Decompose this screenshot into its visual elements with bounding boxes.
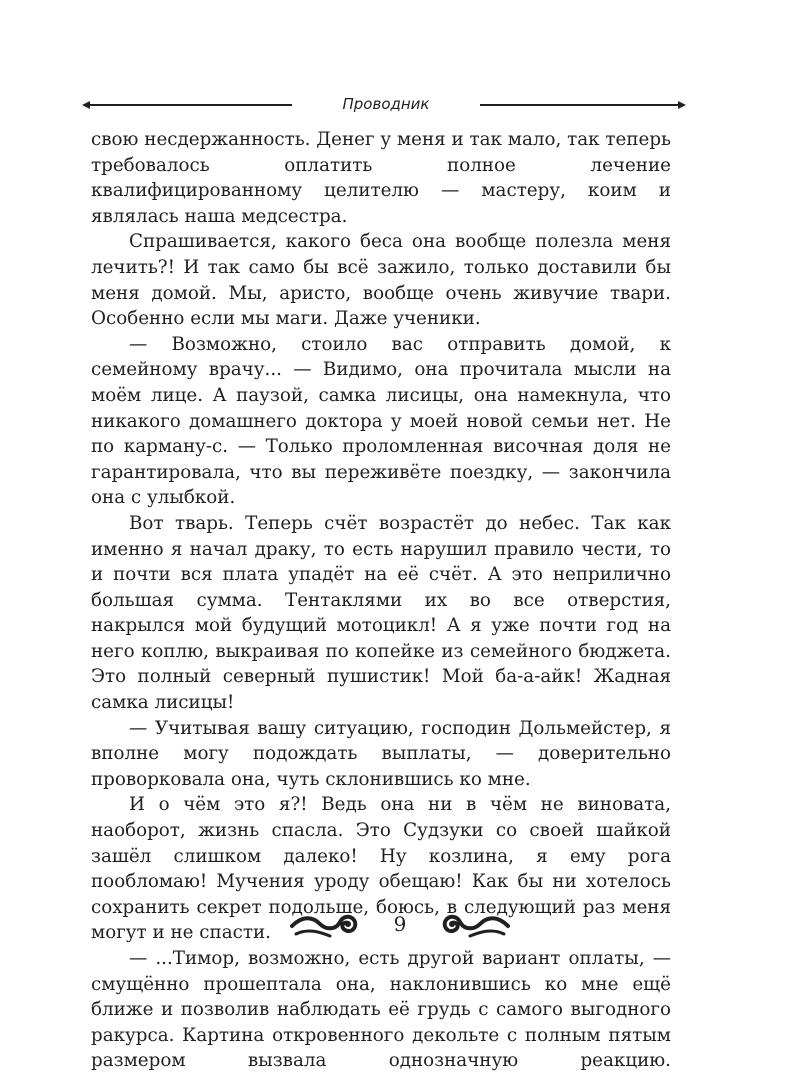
paragraph: — Возможно, стоило вас отправить домой, к семейному врачу... — Видимо, она прочитала мысли на моём лице. А паузой, самка лисицы, она намекнула, что никакого домашнего доктора у моей новой семьи нет. Не по карману-с. — Только проломленная височная доля не гарантировала, что вы переживёте поездку, — закончила она с улыбкой. xyxy=(91,333,671,509)
paragraph: — ...Тимор, возможно, есть другой вариант оплаты, — смущённо прошептала она, наклонившись ко мне ещё ближе и позволив наблюдать её грудь с самого выгодного ракурса. Картина откровенного декольте с полным пятым размером вызвала однозначную реакцию. xyxy=(91,948,671,1072)
header-rule-left xyxy=(88,104,292,106)
page-folio xyxy=(290,908,510,942)
paragraph: Спрашивается, какого беса она вообще полезла меня лечить?! И так само бы всё зажило, только доставили бы меня домой. Мы, аристо, вообще очень живучие твари. Особенно если мы маги. Даже ученики. xyxy=(91,231,671,330)
paragraph: И о чём это я?! Ведь она ни в чём не виновата, наоборот, жизнь спасла. Это Судзуки со своей шайкой зашёл слишком далеко! Ну козлина, я ему рога пообломаю! Мучения уроду обещаю! Как бы ни хотелось сохранить секрет подольше, боюсь, в следующий раз меня могут и не спасти. xyxy=(91,794,671,944)
paragraph: — Учитывая вашу ситуацию, господин Дольмейстер, я вполне могу подождать выплаты, — доверительно проворковала она, чуть склонившись ко мне. xyxy=(91,717,671,790)
running-header xyxy=(88,94,680,116)
page-number: 9 xyxy=(393,912,407,936)
paragraph: свою несдержанность. Денег у меня и так мало, так теперь требовалось оплатить полное лечение квалифицированному целителю — мастеру, коим и являлась наша медсестра. xyxy=(91,129,671,227)
header-rule-right xyxy=(480,104,680,106)
running-title: Проводник xyxy=(342,95,430,113)
swirl-ornament-icon xyxy=(440,910,510,940)
paragraph: Вот тварь. Теперь счёт возрастёт до небес. Так как именно я начал драку, то есть нарушил правило чести, то и почти вся плата упадёт на её счёт. А это неприлично большая сумма. Тентаклями их во все отверстия, накрылся мой будущий мотоцикл! А я уже почти год на него коплю, выкраивая по копейке из семейного бюджета. Это полный северный пушистик! Мой ба-а-айк! Жадная самка лисицы! xyxy=(91,512,671,714)
